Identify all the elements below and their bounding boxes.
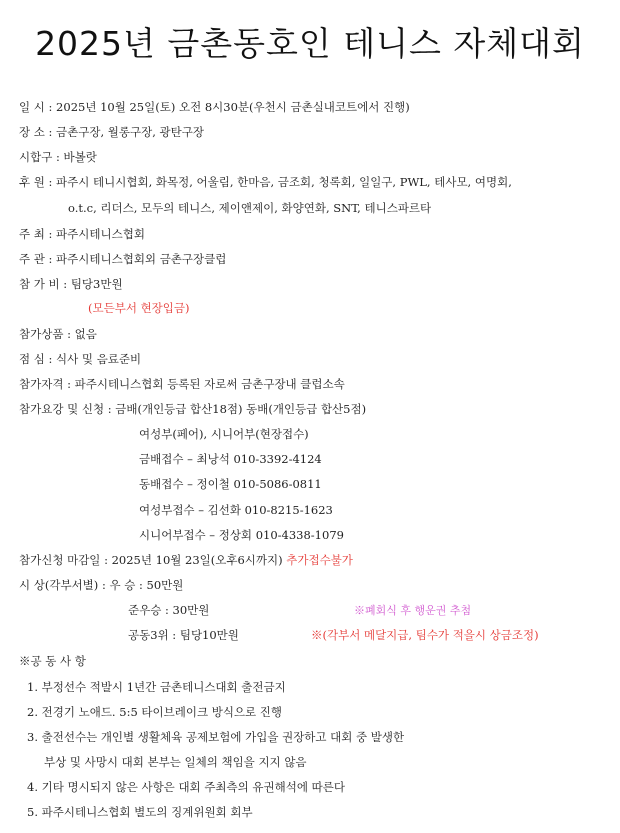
contact-women: 여성부접수 – 김선화 010-8215-1623 xyxy=(139,503,333,517)
contact-senior: 시니어부접수 – 정상회 010-4338-1079 xyxy=(139,528,344,542)
first-serve-line: 시합구 : 바볼랏 xyxy=(19,150,97,164)
note-item: 4. 기타 명시되지 않은 사항은 대회 주최측의 유권해석에 따른다 xyxy=(27,780,345,794)
entry-line-1: 참가요강 및 신청 : 금배(개인등급 합산18점) 동배(개인등급 합산5점) xyxy=(19,402,367,416)
note-item: 부상 및 사망시 대회 본부는 일체의 책임을 지지 않음 xyxy=(44,755,307,769)
page-title: 2025년 금촌동호인 테니스 자체대회 xyxy=(35,24,585,63)
organizer-line: 주 관 : 파주시테니스협회외 금촌구장클럽 xyxy=(19,252,227,266)
fee-note: (모든부서 현장입금) xyxy=(88,301,190,315)
sponsors-line-1: 후 원 : 파주시 테니시협회, 화목정, 어울림, 한마음, 금조회, 청록회, 일일구, PWL, 테사모, 여명회, xyxy=(19,175,512,189)
fee-line: 참 가 비 : 팀당3만원 xyxy=(19,277,123,291)
deadline-note: 추가접수불가 xyxy=(286,553,353,567)
eligibility-line: 참가자격 : 파주시테니스협회 등록된 자로써 금촌구장내 클럽소속 xyxy=(19,377,345,391)
schedule-line: 일 시 : 2025년 10월 25일(토) 오전 8시30분(우천시 금촌실내코트에서 진행) xyxy=(19,100,410,114)
award-third-note: ※(각부서 메달지급, 팀수가 적을시 상금조정) xyxy=(311,628,539,642)
note-item: 1. 부정선수 적발시 1년간 금촌테니스대회 출전금지 xyxy=(27,680,286,694)
lunch-line: 점 심 : 식사 및 음료준비 xyxy=(19,352,142,366)
sponsors-line-2: o.t.c, 리더스, 모두의 테니스, 제이앤제이, 화양연화, SNT, 테니스파르타 xyxy=(68,201,432,215)
note-item: 2. 전경기 노애드. 5:5 타이브레이크 방식으로 진행 xyxy=(27,705,283,719)
contact-silver: 동배접수 – 정이철 010-5086-0811 xyxy=(139,477,322,491)
award-runner-up-note: ※폐회식 후 행운권 추첨 xyxy=(354,604,472,617)
deadline-line xyxy=(19,552,353,568)
deadline-text: 참가신청 마감일 : 2025년 10월 23일(오후6시까지) xyxy=(19,553,283,567)
award-winner: 시 상(각부서별) : 우 승 : 50만원 xyxy=(19,578,184,592)
award-third: 공동3위 : 팀당10만원 xyxy=(128,628,239,642)
note-item: 5. 파주시테니스협회 별도의 징계위원회 회부 xyxy=(27,805,253,819)
note-item: 3. 출전선수는 개인별 생활체육 공제보험에 가입을 권장하고 대회 중 발생한 xyxy=(27,730,405,744)
notes-heading: ※공 동 사 항 xyxy=(19,654,86,668)
venue-line: 장 소 : 금촌구장, 월롱구장, 광탄구장 xyxy=(19,125,204,139)
prizes-line: 참가상품 : 없음 xyxy=(19,327,97,341)
entry-line-2: 여성부(페어), 시니어부(현장접수) xyxy=(139,427,309,441)
contact-gold: 금배접수 – 최낭석 010-3392-4124 xyxy=(139,452,322,466)
host-line: 주 최 : 파주시테니스협회 xyxy=(19,227,145,241)
award-runner-up: 준우승 : 30만원 xyxy=(128,603,210,617)
